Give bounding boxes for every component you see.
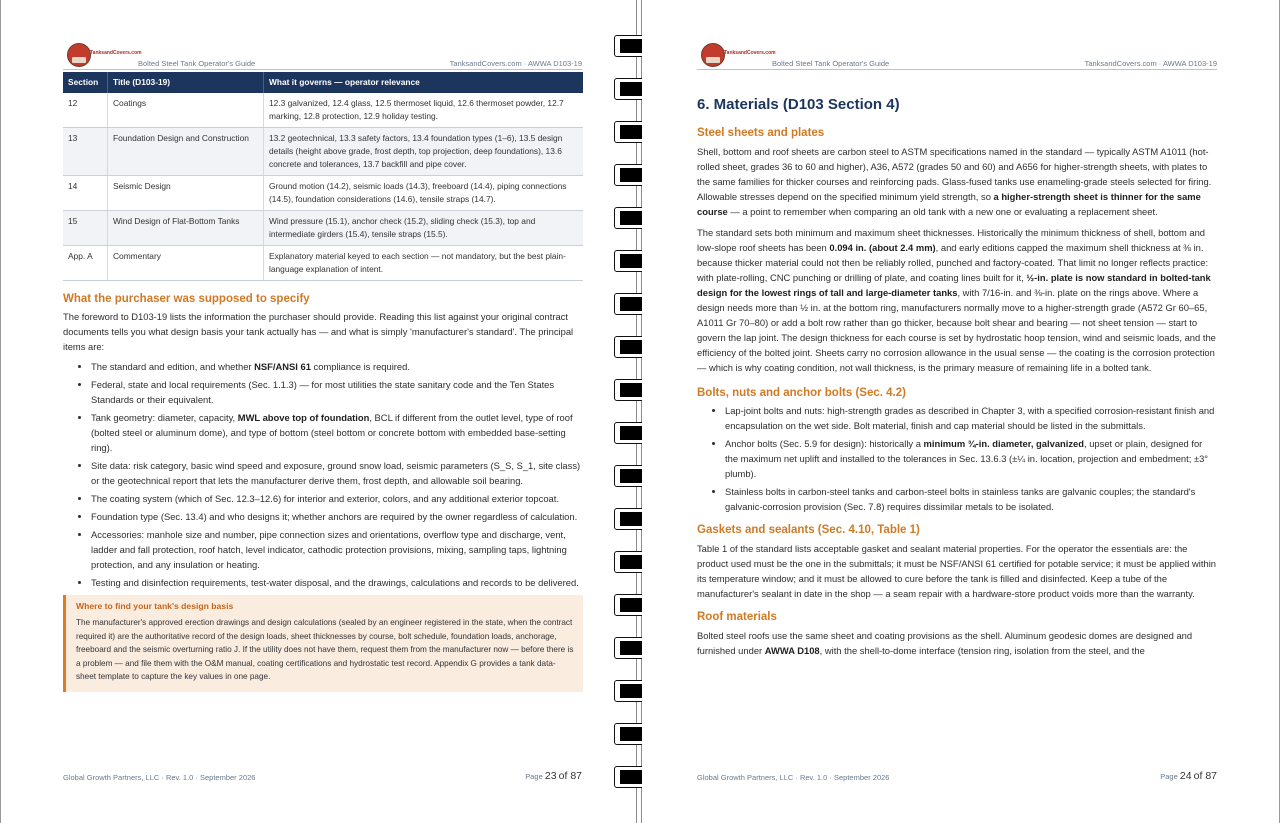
guide-title: Bolted Steel Tank Operator's Guide	[772, 59, 890, 68]
list-item: • The standard and edition, and whether NSF/ANSI 61 compliance is required.	[91, 359, 583, 374]
purchaser-heading: What the purchaser was supposed to specify	[63, 293, 310, 305]
table-cell: Coatings	[108, 93, 264, 128]
table-cell: 13.2 geotechnical, 13.3 safety factors, 13.4 foundation types (1–6), 13.5 design details (height above grade, frost depth, top projection, deep foundations), 13.6 concrete and tolerances, 13.7 backfill and pipe cover.	[264, 128, 584, 176]
gaskets-paragraph: Table 1 of the standard lists acceptable gasket and sealant material properties. For the operator the essentials are: the product used must be the one in the submittals; it must be NSF/ANSI 61 certified for potable service; it must be applied within its temperature window; and it must be allowed to cure before the tank is filled and disinfected. Keep a tube of the manufacturer's sealant in date in the shop — a seam repair with a hardware-store product voids more than the warranty.	[697, 543, 1217, 599]
gaskets-heading: Gaskets and sealants (Sec. 4.10, Table 1)	[697, 524, 920, 536]
table-cell: 12.3 galvanized, 12.4 glass, 12.5 thermoset liquid, 12.6 thermoset powder, 12.7 marking, 12.8 protection, 12.9 holiday testing.	[264, 93, 584, 128]
list-item: • Testing and disinfection requirements, test-water disposal, and the drawings, calculations and records to be delivered.	[91, 575, 583, 590]
bolts-list	[697, 403, 1217, 514]
table-cell: Seismic Design	[108, 176, 264, 211]
table-row	[63, 176, 583, 211]
bolts-heading: Bolts, nuts and anchor bolts (Sec. 4.2)	[697, 387, 906, 399]
purchaser-intro: The foreword to D103-19 lists the information the purchaser should provide. Reading this list against your original contract documents tells you what design basis your tank actually has — and what is simply 'manufacturer's standard'. The principal items are:	[63, 311, 574, 352]
column-header-section: Section	[63, 72, 108, 93]
table-cell: Explanatory material keyed to each section — not mandatory, but the best plain-language explanation of intent.	[264, 246, 584, 281]
tank-logo-icon	[701, 43, 725, 67]
tank-logo-icon	[67, 43, 91, 67]
list-item: • Anchor bolts (Sec. 5.9 for design): historically a minimum ¾-in. diameter, galvanized, upset or plain, designed for the maximum net uplift and installed to the tolerances in Sec. 13.6.3 (±¼ in. location, projection and embedment; ±3° plumb).	[725, 436, 1217, 481]
list-item: • Accessories: manhole size and number, pipe connection sizes and orientations, overflow type and discharge, vent, ladder and fall protection, roof hatch, level indicator, cathodic protection provisions, mixing, sampling taps, lightning protection, and any insulation or heating.	[91, 527, 583, 572]
roof-paragraph: Bolted steel roofs use the same sheet and coating provisions as the shell. Aluminum geodesic domes are designed and furnished under AWWA D108, with the shell-to-dome interface (tension ring, isolation from the steel, and the	[697, 630, 1193, 656]
table-row	[63, 246, 583, 281]
table-row	[63, 93, 583, 128]
table-header-row	[63, 72, 583, 93]
callout-text: The manufacturer's approved erection drawings and design calculations (sealed by an engineer registered in the state, when the contract required it) are the authoritative record of the design loads, sheet thicknesses by course, bolt schedule, foundation loads, anchorage, freeboard and the seismic overturning ratio J. If the utility does not have them, request them from the manufacturer now — before there is a problem — and file them with the O&M manual, coating certifications and hydrostatic test record. Appendix G provides a tank data-sheet template to capture the key values in one page.	[76, 618, 574, 682]
left-page	[0, 0, 636, 823]
design-basis-callout	[63, 595, 583, 692]
steel-paragraph-1: Shell, bottom and roof sheets are carbon steel to ASTM specifications named in the standard — typically ASTM A1011 (hot-rolled sheet, grades 36 to 60 and higher), A36, A572 (grades 50 and 60) and A656 for higher-strength sheets, with plates to the same families for thicker courses and reinforcing pads. Glass-fused tanks use enameling-grade steels selected for firing. Allowable stresses depend on the specified minimum yield strength, so a higher-strength sheet is thinner for the same course — a point to remember when comparing an old tank with a new one or evaluating a replacement sheet.	[697, 146, 1212, 217]
table-row	[63, 128, 583, 176]
purchaser-list	[63, 359, 583, 590]
page-content	[697, 96, 1217, 658]
section-title: 6. Materials (D103 Section 4)	[697, 96, 900, 113]
footer-org: Global Growth Partners, LLC · Rev. 1.0 · September 2026	[697, 773, 890, 782]
page-header	[697, 43, 1217, 70]
callout-title: Where to find your tank's design basis	[76, 601, 234, 611]
table-cell: Commentary	[108, 246, 264, 281]
list-item: • The coating system (which of Sec. 12.3–12.6) for interior and exterior, colors, and any additional exterior topcoat.	[91, 491, 583, 506]
list-item: • Foundation type (Sec. 13.4) and who designs it; whether anchors are required by the owner regardless of calculation.	[91, 509, 583, 524]
logo-text: TanksandCovers.com	[90, 50, 142, 56]
table-cell: 14	[63, 176, 108, 211]
table-cell: 15	[63, 211, 108, 246]
page-number: Page 24 of 87	[1160, 770, 1217, 782]
page-footer	[697, 770, 1217, 782]
page-number: Page 23 of 87	[525, 770, 582, 782]
guide-title: Bolted Steel Tank Operator's Guide	[138, 59, 256, 68]
table-cell: Ground motion (14.2), seismic loads (14.3), freeboard (14.4), piping connections (14.5), foundation considerations (14.6), tensile straps (14.7).	[264, 176, 584, 211]
column-header-relevance: What it governs — operator relevance	[264, 72, 584, 93]
page-footer	[63, 770, 582, 782]
right-page	[642, 0, 1280, 823]
list-item: • Lap-joint bolts and nuts: high-strength grades as described in Chapter 3, with a specified corrosion-resistant finish and encapsulation on the wet side. Bolt material, finish and cap material should be listed in the submittals.	[725, 403, 1217, 433]
list-item: • Tank geometry: diameter, capacity, MWL above top of foundation, BCL if different from the outlet level, type of roof (bolted steel or aluminum dome), and type of bottom (steel bottom or concrete bottom with embedded base-setting ring).	[91, 410, 583, 455]
steel-paragraph-2: The standard sets both minimum and maximum sheet thicknesses. Historically the minimum thickness of shell, bottom and low-slope roof sheets has been 0.094 in. (about 2.4 mm), and early editions capped the maximum shell thickness at ⅜ in. because thicker material could not then be reliably rolled, punched and factory-coated. That limit no longer reflects practice: with plate-rolling, CNC punching or drilling of plate, and coating lines built for it, ½-in. plate is now standard in bolted-tank design for the lowest rings of tall and large-diameter tanks, with 7/16-in. and ⅜-in. plate on the rings above. Where a design needs more than ½ in. at the bottom ring, manufacturers normally move to a higher-strength grade (A572 Gr 60–65, A1011 Gr 70–80) or add a bolt row rather than go thicker, because bolt shear and bearing — not sheet tension — start to govern the lap joint. The design thickness for each course is set by hydrostatic hoop tension, wind and seismic loads, and the efficiency of the bolted joint. Sheets carry no corrosion allowance in the usual sense — the coating is the corrosion protection — which is why coating condition, not wall thickness, is the primary measure of remaining life in a bolted tank.	[697, 227, 1216, 373]
column-header-title: Title (D103-19)	[108, 72, 264, 93]
table-cell: 13	[63, 128, 108, 176]
sections-table	[63, 72, 583, 281]
list-item: • Site data: risk category, basic wind speed and exposure, ground snow load, seismic parameters (S_S, S_1, site class) or the geotechnical report that lets the manufacturer derive them, frost depth, and allowable soil bearing.	[91, 458, 583, 488]
table-cell: Wind Design of Flat-Bottom Tanks	[108, 211, 264, 246]
page-content	[63, 72, 583, 692]
footer-org: Global Growth Partners, LLC · Rev. 1.0 · September 2026	[63, 773, 256, 782]
steel-heading: Steel sheets and plates	[697, 127, 825, 139]
header-site-ref: TanksandCovers.com · AWWA D103-19	[1084, 59, 1217, 68]
table-cell: App. A	[63, 246, 108, 281]
table-row	[63, 211, 583, 246]
list-item: • Federal, state and local requirements (Sec. 1.1.3) — for most utilities the state sanitary code and the Ten States Standards or their equivalent.	[91, 377, 583, 407]
header-site-ref: TanksandCovers.com · AWWA D103-19	[449, 59, 582, 68]
list-item: • Stainless bolts in carbon-steel tanks and carbon-steel bolts in stainless tanks are galvanic couples; the standard's galvanic-corrosion provision (Sec. 7.8) requires dissimilar metals to be isolated.	[725, 484, 1217, 514]
logo-text: TanksandCovers.com	[724, 50, 776, 56]
table-cell: 12	[63, 93, 108, 128]
table-cell: Foundation Design and Construction	[108, 128, 264, 176]
roof-heading: Roof materials	[697, 611, 777, 623]
table-cell: Wind pressure (15.1), anchor check (15.2), sliding check (15.3), top and intermediate girders (15.4), tensile straps (15.5).	[264, 211, 584, 246]
page-header	[63, 43, 582, 70]
